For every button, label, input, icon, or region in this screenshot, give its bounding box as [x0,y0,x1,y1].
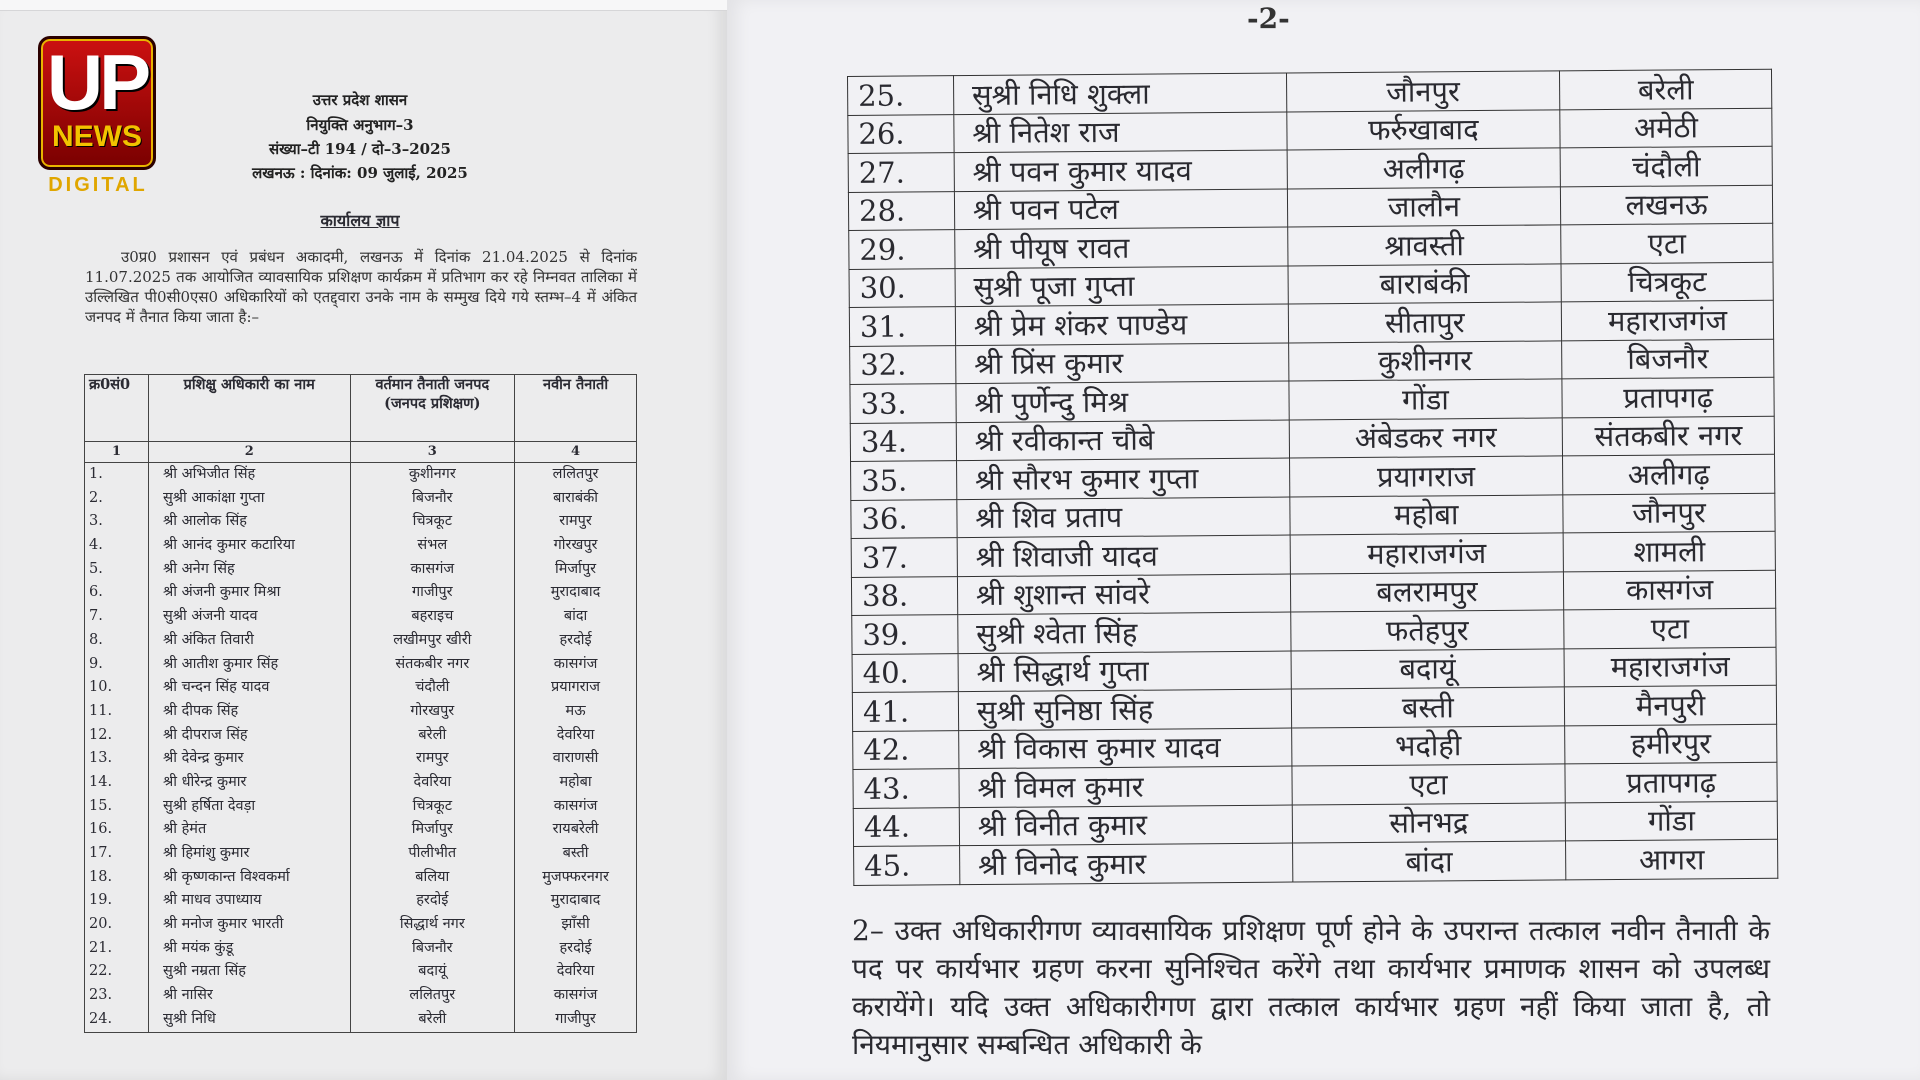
logo-badge [38,36,156,170]
cell-officer-name: श्री शिव प्रताप [957,497,1290,538]
cell-current-district: फर्रुखाबाद [1286,109,1560,150]
cell-serial: 3. [85,510,149,534]
cell-new-district: गोंडा [1565,801,1777,841]
cell-officer-name: श्री अनेग सिंह [148,558,350,582]
cell-serial: 44. [853,807,959,846]
cell-officer-name: सुश्री पूजा गुप्ता [955,266,1288,307]
cell-officer-name: श्री पुर्णेन्दु मिश्र [956,381,1289,422]
cell-new-district: महाराजगंज [1564,647,1776,687]
cell-new-district: बिजनौर [1562,339,1774,379]
cell-officer-name: श्री चन्दन सिंह यादव [148,676,350,700]
paragraph-2: 2– उक्त अधिकारीगण व्यावसायिक प्रशिक्षण पूर्ण होने के उपरान्त तत्काल नवीन तैनाती के पद पर कार्यभार ग्रहण करना सुनिश्चित करेंगे तथा कार्यभार प्रमाणक शासन को उपलब्ध करायेंगे। यदि उक्त अधिकारीगण द्वारा तत्काल कार्यभार ग्रहण नहीं किया जाता है, तो नियमानुसार सम्बन्धित अधिकारी के [852,914,1770,1061]
cell-officer-name: श्री नासिर [148,984,350,1008]
intro-paragraph-lead: उ0प्र0 प्रशासन एवं प्रबंधन अकादमी, लखनऊ में दिनांक 21.04.2025 से [121,248,590,266]
cell-officer-name: श्री दीपक सिंह [148,700,350,724]
cell-new-district: हरदोई [515,937,637,961]
cell-new-district: अलीगढ़ [1563,454,1775,494]
cell-current-district: हरदोई [350,889,515,913]
cell-new-district: मैनपुरी [1564,685,1776,725]
cell-new-district: शामली [1563,531,1775,571]
cell-new-district: एटा [1561,223,1773,263]
cell-officer-name: सुश्री आकांक्षा गुप्ता [148,487,350,511]
cell-serial: 22. [85,960,149,984]
cell-current-district: ललितपुर [350,984,515,1008]
page-edge [0,0,727,11]
logo-digital-text: DIGITAL [48,174,148,196]
cell-new-district: चित्रकूट [1561,262,1773,302]
intro-paragraph [85,247,637,327]
col-header-serial: क्र0सं0 [85,375,149,442]
cell-officer-name: श्री अंकित तिवारी [148,629,350,653]
cell-current-district: बरेली [350,1008,515,1032]
cell-new-district: अमेठी [1560,108,1772,148]
cell-new-district: आगरा [1566,839,1778,879]
cell-serial: 20. [85,913,149,937]
table-row [85,700,637,724]
table-row [85,937,637,961]
table-header-row [85,375,637,442]
cell-current-district: बांदा [1292,841,1566,882]
cell-current-district: गाजीपुर [350,581,515,605]
cell-serial: 15. [85,795,149,819]
table-row [85,724,637,748]
cell-current-district: महाराजगंज [1290,533,1564,574]
cell-serial: 13. [85,747,149,771]
cell-officer-name: श्री देवेन्द्र कुमार [148,747,350,771]
table-row [85,842,637,866]
cell-officer-name: सुश्री नम्रता सिंह [148,960,350,984]
cell-serial: 26. [848,114,954,153]
cell-officer-name: सुश्री सुनिष्ठा सिंह [958,689,1291,730]
cell-current-district: देवरिया [350,771,515,795]
cell-officer-name: श्री हिमांशु कुमार [148,842,350,866]
cell-officer-name: श्री आतीश कुमार सिंह [148,653,350,677]
cell-officer-name: श्री नितेश राज [954,112,1287,153]
table-row [85,889,637,913]
cell-current-district: लखीमपुर खीरी [350,629,515,653]
cell-serial: 9. [85,653,149,677]
cell-officer-name: सुश्री निधि शुक्ला [953,73,1286,114]
posting-table-part-1 [84,374,637,1033]
cell-new-district: संतकबीर नगर [1562,416,1774,456]
cell-new-district: बांदा [515,605,637,629]
table-row [85,487,637,511]
cell-serial: 34. [850,422,956,461]
cell-officer-name: श्री रवीकान्त चौबे [956,420,1289,461]
col-number: 4 [515,442,637,463]
cell-serial: 32. [850,345,956,384]
cell-current-district: अंबेडकर नगर [1289,417,1563,458]
cell-officer-name: श्री शिवाजी यादव [957,535,1290,576]
cell-serial: 42. [853,730,959,769]
cell-serial: 18. [85,866,149,890]
cell-officer-name: श्री कृष्णकान्त विश्वकर्मा [148,866,350,890]
cell-serial: 28. [848,191,954,230]
cell-serial: 31. [849,307,955,346]
table-row [85,534,637,558]
cell-officer-name: श्री दीपराज सिंह [148,724,350,748]
col-number: 3 [350,442,515,463]
cell-serial: 35. [851,461,957,500]
cell-current-district: बलिया [350,866,515,890]
cell-officer-name: सुश्री अंजनी यादव [148,605,350,629]
cell-serial: 1. [85,463,149,487]
cell-new-district: लखनऊ [1561,185,1773,225]
table-row [85,747,637,771]
cell-officer-name: श्री अंजनी कुमार मिश्रा [148,581,350,605]
cell-new-district: कासगंज [1564,570,1776,610]
cell-current-district: चंदौली [350,676,515,700]
cell-serial: 38. [851,576,957,615]
cell-officer-name: श्री आनंद कुमार कटारिया [148,534,350,558]
cell-current-district: बलरामपुर [1290,571,1564,612]
cell-new-district: रामपुर [515,510,637,534]
cell-current-district: बहराइच [350,605,515,629]
cell-serial: 19. [85,889,149,913]
cell-officer-name: श्री अभिजीत सिंह [148,463,350,487]
cell-current-district: बिजनौर [350,937,515,961]
cell-serial: 14. [85,771,149,795]
right-page [727,0,1920,1080]
cell-serial: 17. [85,842,149,866]
header-date: लखनऊ : दिनांक: 09 जुलाई, 2025 [252,164,468,182]
table-row [85,510,637,534]
cell-current-district: भदोही [1291,725,1565,766]
cell-serial: 39. [852,615,958,654]
table-row [85,581,637,605]
cell-serial: 43. [853,769,959,808]
cell-current-district: कुशीनगर [1288,340,1562,381]
cell-current-district: बदायूं [1291,648,1565,689]
page-number: -2- [1247,2,1290,35]
cell-officer-name: श्री सौरभ कुमार गुप्ता [956,458,1289,499]
cell-new-district: देवरिया [515,724,637,748]
cell-current-district: सिद्धार्थ नगर [350,913,515,937]
cell-new-district: महाराजगंज [1561,300,1773,340]
table-row [85,913,637,937]
cell-officer-name: सुश्री हर्षिता देवड़ा [148,795,350,819]
cell-new-district: एटा [1564,608,1776,648]
cell-serial: 45. [854,846,960,885]
table-row [85,463,637,487]
cell-serial: 36. [851,499,957,538]
cell-officer-name: सुश्री निधि [148,1008,350,1032]
col-number: 2 [148,442,350,463]
cell-serial: 37. [851,538,957,577]
cell-new-district: प्रतापगढ़ [1562,377,1774,417]
table-row [85,605,637,629]
logo-news-text: NEWS [52,120,142,153]
cell-officer-name: श्री मयंक कुंडू [148,937,350,961]
table-row [85,866,637,890]
cell-serial: 40. [852,653,958,692]
up-news-logo [38,36,158,197]
cell-new-district: वाराणसी [515,747,637,771]
table-row [85,653,637,677]
cell-serial: 27. [848,153,954,192]
cell-serial: 7. [85,605,149,629]
left-page [0,0,727,1080]
table-row [85,676,637,700]
cell-serial: 8. [85,629,149,653]
cell-new-district: प्रतापगढ़ [1565,762,1777,802]
cell-current-district: संभल [350,534,515,558]
cell-serial: 16. [85,818,149,842]
cell-current-district: सीतापुर [1288,302,1562,343]
cell-current-district: अलीगढ़ [1287,148,1561,189]
cell-current-district: कुशीनगर [350,463,515,487]
cell-current-district: जालौन [1287,186,1561,227]
cell-current-district: बरेली [350,724,515,748]
cell-new-district: बस्ती [515,842,637,866]
cell-current-district: जौनपुर [1286,71,1560,112]
cell-officer-name: श्री पवन कुमार यादव [954,150,1287,191]
cell-officer-name: श्री विनोद कुमार [959,843,1292,884]
cell-officer-name: श्री विकास कुमार यादव [958,728,1291,769]
cell-current-district: चित्रकूट [350,510,515,534]
cell-serial: 29. [849,230,955,269]
posting-table-part-2 [847,69,1778,886]
cell-serial: 4. [85,534,149,558]
table-row [85,1008,637,1032]
cell-serial: 2. [85,487,149,511]
logo-up-text: UP [46,38,148,126]
cell-new-district: झाँसी [515,913,637,937]
cell-serial: 12. [85,724,149,748]
cell-new-district: देवरिया [515,960,637,984]
cell-serial: 21. [85,937,149,961]
cell-new-district: हरदोई [515,629,637,653]
cell-current-district: मिर्जापुर [350,818,515,842]
cell-new-district: कासगंज [515,984,637,1008]
cell-current-district: श्रावस्ती [1287,225,1561,266]
cell-officer-name: श्री हेमंत [148,818,350,842]
cell-serial: 25. [848,76,954,115]
header-section: नियुक्ति अनुभाग–3 [306,116,414,134]
cell-current-district: महोबा [1289,494,1563,535]
cell-current-district: रामपुर [350,747,515,771]
cell-officer-name: श्री विनीत कुमार [959,805,1292,846]
table-row [85,984,637,1008]
cell-serial: 6. [85,581,149,605]
cell-new-district: गोरखपुर [515,534,637,558]
cell-new-district: मुजफ्फरनगर [515,866,637,890]
cell-new-district: महोबा [515,771,637,795]
table-row [85,818,637,842]
column-number-row [85,442,637,463]
cell-current-district: बिजनौर [350,487,515,511]
cell-new-district: प्रयागराज [515,676,637,700]
cell-current-district: चित्रकूट [350,795,515,819]
table-row [85,771,637,795]
cell-serial: 11. [85,700,149,724]
cell-new-district: ललितपुर [515,463,637,487]
cell-serial: 24. [85,1008,149,1032]
cell-current-district: बाराबंकी [1288,263,1562,304]
col-header-name: प्रशिक्षु अधिकारी का नाम [148,375,350,442]
col-number: 1 [85,442,149,463]
cell-current-district: कासगंज [350,558,515,582]
cell-new-district: बाराबंकी [515,487,637,511]
cell-current-district: गोरखपुर [350,700,515,724]
document-subject: कार्यालय ज्ञाप [320,211,400,230]
cell-new-district: कासगंज [515,653,637,677]
cell-new-district: मुरादाबाद [515,581,637,605]
cell-serial: 30. [849,268,955,307]
cell-new-district: जौनपुर [1563,493,1775,533]
cell-serial: 33. [850,384,956,423]
cell-officer-name: श्री सिद्धार्थ गुप्ता [958,651,1291,692]
cell-new-district: गाजीपुर [515,1008,637,1032]
table-row [85,795,637,819]
table-row [85,629,637,653]
cell-new-district: हमीरपुर [1565,724,1777,764]
cell-officer-name: श्री मनोज कुमार भारती [148,913,350,937]
col-header-current-posting: वर्तमान तैनाती जनपद (जनपद प्रशिक्षण) [350,375,515,442]
header-number: संख्या–टी 194 / दो–3–2025 [269,140,451,158]
cell-current-district: सोनभद्र [1292,802,1566,843]
cell-current-district: बदायूं [350,960,515,984]
cell-current-district: एटा [1292,764,1566,805]
cell-current-district: फतेहपुर [1290,610,1564,651]
header-government: उत्तर प्रदेश शासन [312,91,408,109]
cell-officer-name: श्री प्रेम शंकर पाण्डेय [955,304,1288,345]
cell-serial: 23. [85,984,149,1008]
cell-serial: 10. [85,676,149,700]
cell-current-district: बस्ती [1291,687,1565,728]
cell-new-district: मिर्जापुर [515,558,637,582]
cell-officer-name: श्री विमल कुमार [959,766,1292,807]
cell-serial: 41. [852,692,958,731]
table-row [85,558,637,582]
cell-serial: 5. [85,558,149,582]
table-row [854,839,1778,885]
cell-current-district: गोंडा [1289,379,1563,420]
cell-officer-name: श्री पीयूष रावत [955,227,1288,268]
cell-new-district: चंदौली [1560,146,1772,186]
cell-new-district: मऊ [515,700,637,724]
intro-paragraph-rest: दिनांक 11.07.2025 तक आयोजित व्यावसायिक प्रशिक्षण कार्यक्रम में प्रतिभाग कर रहे निम्नवत तालिका में उल्लिखित पी0सी0एस0 अधिकारियों को एतद्द्वारा उनके नाम के सम्मुख दिये गये स्तम्भ–4 में अंकित जनपद में तैनात किया जाता है:– [85,248,637,326]
cell-officer-name: श्री माधव उपाध्याय [148,889,350,913]
cell-officer-name: श्री आलोक सिंह [148,510,350,534]
cell-new-district: मुरादाबाद [515,889,637,913]
cell-officer-name: श्री पवन पटेल [954,189,1287,230]
col-header-new-posting: नवीन तैनाती [515,375,637,442]
cell-current-district: पीलीभीत [350,842,515,866]
cell-new-district: कासगंज [515,795,637,819]
cell-officer-name: श्री धीरेन्द्र कुमार [148,771,350,795]
cell-officer-name: श्री शुशान्त सांवरे [957,574,1290,615]
cell-new-district: बरेली [1560,69,1772,109]
table-row [85,960,637,984]
cell-current-district: प्रयागराज [1289,456,1563,497]
cell-new-district: रायबरेली [515,818,637,842]
cell-current-district: संतकबीर नगर [350,653,515,677]
cell-officer-name: सुश्री श्वेता सिंह [958,612,1291,653]
cell-officer-name: श्री प्रिंस कुमार [955,343,1288,384]
